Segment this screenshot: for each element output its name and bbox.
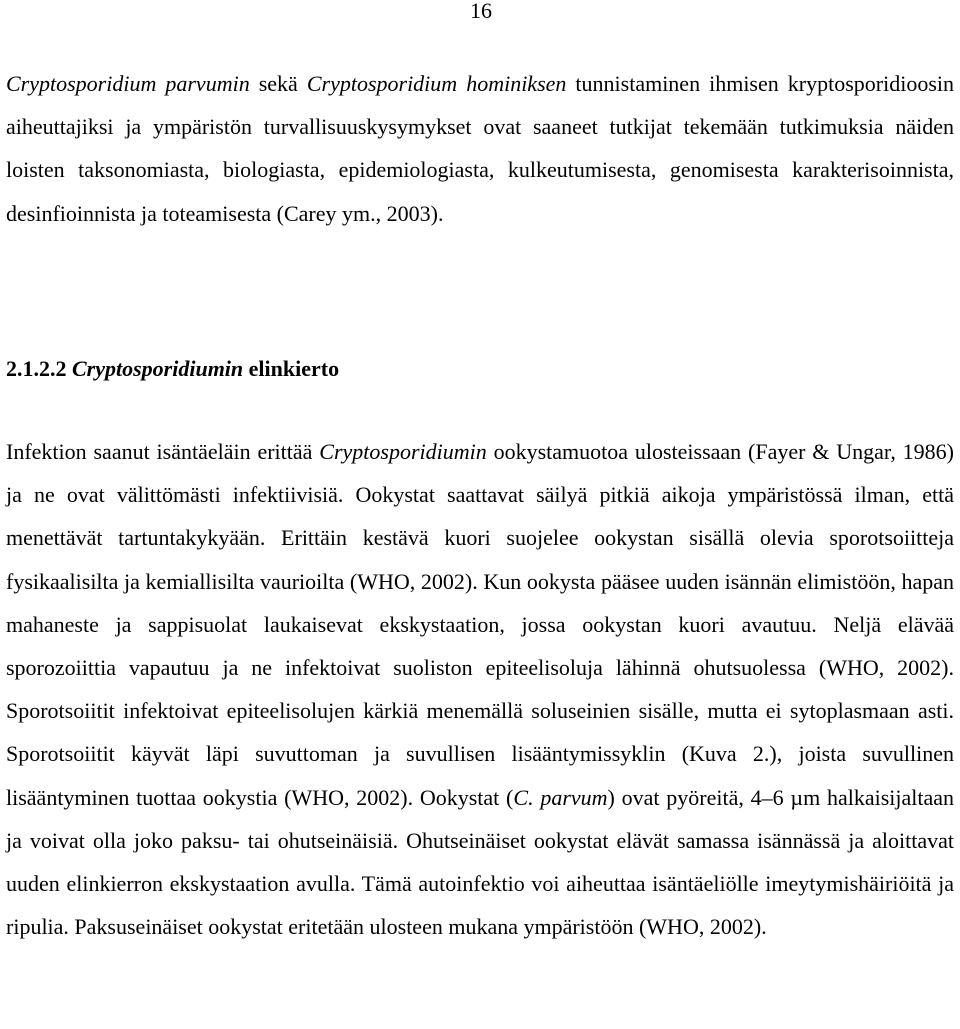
body-text-1: Infektion saanut isäntäeläin erittää (6, 439, 320, 464)
body-text-2: ookystamuotoa ulosteissaan (Fayer & Ungar, 1986) ja ne ovat välittömästi infektiivisiä. Ookystat saattavat säilyä pitkiä aikoja ympäristössä ilman, että menettävät tartuntakykyään. Erittäin kestävä kuori suojelee ookystan sisällä olevia sporotsoiitteja fysikaalisilta ja kemiallisilta vaurioilta (WHO, 2002). Kun ookysta pääsee uuden isännän elimistöön, hapan mahaneste ja sappisuolat laukaisevat ekskystaation, jossa ookystan kuori avautuu. Neljä elävää sporozoiittia vapautuu ja ne infektoivat suoliston epiteelisoluja lähinnä ohutsuolessa (WHO, 2002). Sporotsoiitit infektoivat epiteelisolujen kärkiä menemällä soluseinien sisälle, mutta ei sytoplasmaan asti. Sporotsoiitit käyvät läpi suvuttoman ja suvullisen lisääntymissyklin (Kuva 2.), joista suvullinen lisääntyminen tuottaa ookystia (WHO, 2002). Ookystat ( (6, 439, 955, 810)
body-text-3: ) ovat pyöreitä, 4–6 µm halkaisijaltaan ja voivat olla joko paksu- tai ohutseinäisiä. Ohutseinäiset ookystat elävät samassa isännässä ja aloittavat uuden elinkierron ekskystaation avulla. Tämä autoinfektio voi aiheuttaa isäntäeliölle imeytymishäiriöitä ja ripulia. Paksuseinäiset ookystat eritetään ulosteen mukana ympäristöön (WHO, 2002). (6, 784, 954, 940)
section-heading (6, 347, 339, 390)
intro-paragraph (6, 62, 954, 235)
intro-text: tunnistaminen ihmisen kryptosporidioosin aiheuttajiksi ja ympäristön turvallisuuskysymykset ovat saaneet tutkijat tekemään tutkimuksia näiden loisten taksonomiasta, biologiasta, epidemiologiasta, kulkeutumisesta, genomisesta karakterisoinnista, desinfioinnista ja toteamisesta (Carey ym., 2003). (6, 71, 954, 226)
section-heading-term: Cryptosporidiumin (72, 356, 244, 381)
body-paragraph (6, 430, 954, 948)
intro-conjunction: sekä (249, 71, 307, 96)
section-heading-rest: elinkierto (243, 356, 340, 381)
section-number: 2.1.2.2 (6, 356, 72, 381)
body-italic-term: Cryptosporidiumin (319, 439, 487, 464)
species-name-parvum: Cryptosporidium parvumin (6, 71, 250, 96)
species-name-hominis: Cryptosporidium hominiksen (306, 71, 567, 96)
page-number: 16 (470, 0, 492, 23)
body-italic-species: C. parvum (513, 784, 608, 810)
